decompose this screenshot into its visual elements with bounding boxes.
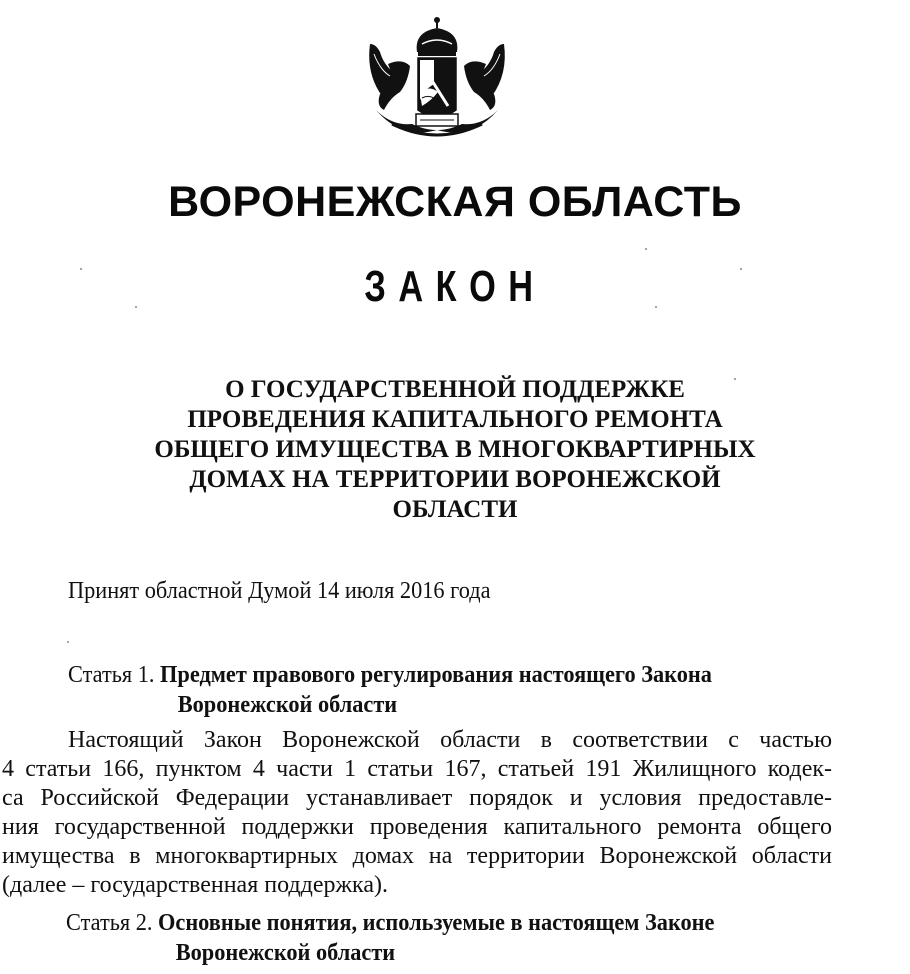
article-title: Основные понятия, используемые в настоящем Законе (158, 910, 715, 936)
article-1-body (2, 726, 832, 900)
scan-speck (67, 641, 69, 643)
scan-speck (645, 248, 647, 250)
law-label: ЗАКОН (364, 262, 546, 311)
scan-speck (135, 306, 137, 308)
body-line: са Российской Федерации устанавливает порядок и условия предоставле- (2, 785, 832, 811)
adoption-note: Принят областной Думой 14 июля 2016 года (68, 578, 491, 604)
article-number: Статья 2. (66, 910, 153, 936)
region-title: ВОРОНЕЖСКАЯ ОБЛАСТЬ (168, 178, 742, 226)
body-line: Настоящий Закон Воронежской области в соответствии с частью (68, 727, 832, 753)
scan-speck (734, 378, 736, 380)
article-1-heading (68, 660, 712, 720)
article-title: Предмет правового регулирования настоящего Закона (160, 662, 712, 688)
subject-line: ОБЛАСТИ (392, 496, 518, 523)
article-2-heading (66, 908, 714, 968)
subject-line: ОБЩЕГО ИМУЩЕСТВА В МНОГОКВАРТИРНЫХ (154, 436, 756, 463)
article-title-continued: Воронежской области (177, 692, 398, 718)
law-subject-title (0, 375, 910, 525)
scan-speck (80, 268, 82, 270)
article-title-continued: Воронежской области (175, 940, 396, 966)
subject-line: ДОМАХ НА ТЕРРИТОРИИ ВОРОНЕЖСКОЙ (189, 466, 721, 493)
body-line: 4 статьи 166, пунктом 4 части 1 статьи 167, статьей 191 Жилищного кодек- (2, 756, 832, 782)
scan-speck (740, 268, 742, 270)
scan-speck (655, 306, 657, 308)
body-line: ния государственной поддержки проведения капитального ремонта общего (2, 814, 832, 840)
subject-line: О ГОСУДАРСТВЕННОЙ ПОДДЕРЖКЕ (225, 376, 685, 403)
body-line: имущества в многоквартирных домах на территории Воронежской области (2, 843, 832, 869)
body-line: (далее – государственная поддержка). (2, 872, 388, 898)
coat-of-arms-emblem-icon (362, 14, 512, 142)
subject-line: ПРОВЕДЕНИЯ КАПИТАЛЬНОГО РЕМОНТА (187, 406, 723, 433)
article-number: Статья 1. (68, 662, 155, 688)
